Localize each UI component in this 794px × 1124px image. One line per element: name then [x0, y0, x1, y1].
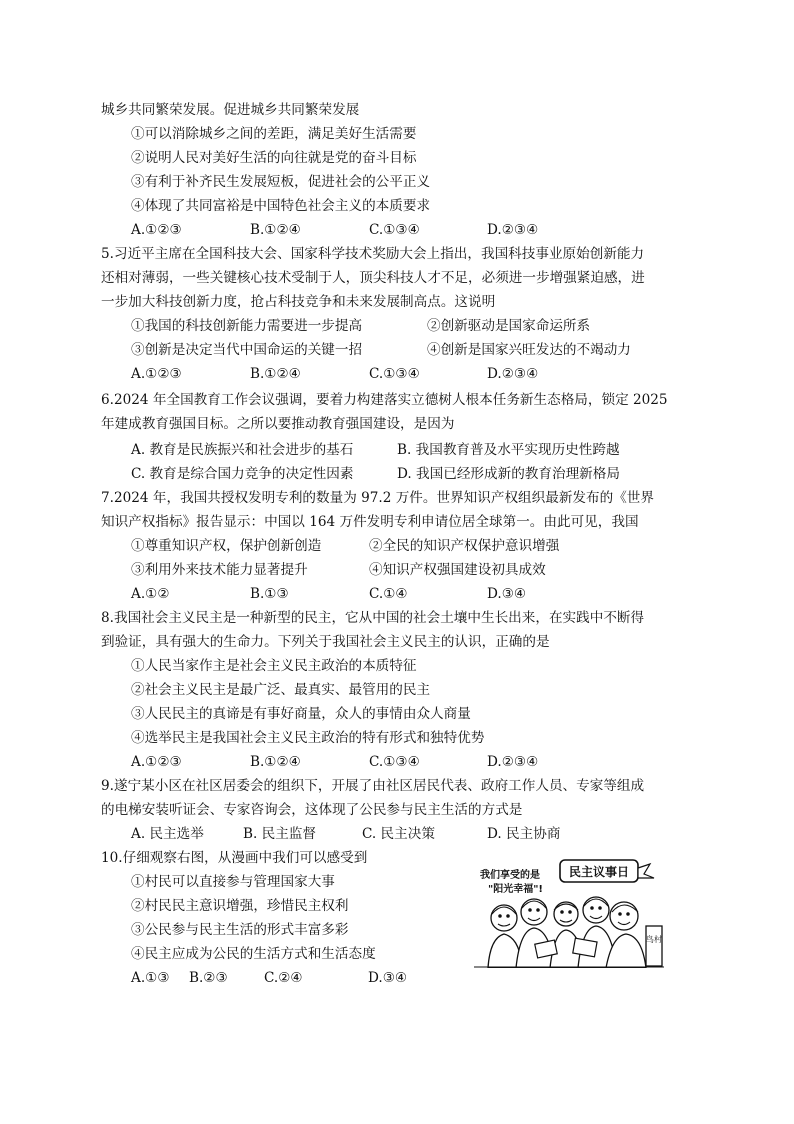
q8-choice-d: D.②③④ — [487, 754, 539, 770]
q4-stem: 城乡共同繁荣发展。促进城乡共同繁荣发展 — [101, 102, 360, 118]
q9-choice-d: D. 民主协商 — [487, 826, 561, 842]
q10-statement-3: ③公民参与民主生活的形式丰富多彩 — [131, 922, 349, 938]
q5-choice-b: B.①②④ — [250, 366, 301, 382]
q7-statement-3: ③利用外来技术能力显著提升 — [131, 562, 308, 578]
q4-statement-1: ①可以消除城乡之间的差距，满足美好生活需要 — [131, 126, 417, 142]
q8-stem-line-2: 到验证，具有强大的生命力。下列关于我国社会主义民主的认识，正确的是 — [101, 634, 550, 650]
q8-choice-c: C.①③④ — [369, 754, 420, 770]
q6-choice-d: D. 我国已经形成新的教育治理新格局 — [397, 466, 620, 482]
q9-choice-a: A. 民主选举 — [131, 826, 204, 842]
q5-statement-1: ①我国的科技创新能力需要进一步提高 — [131, 318, 363, 334]
q9-choice-c: C. 民主决策 — [362, 826, 435, 842]
q5-stem-line-3: 一步加大科技创新力度，抢占科技竞争和未来发展制高点。这说明 — [101, 294, 496, 310]
q7-statement-2: ②全民的知识产权保护意识增强 — [369, 538, 560, 554]
comic-crowd — [488, 897, 646, 968]
q8-statement-1: ①人民当家作主是社会主义民主政治的本质特征 — [131, 658, 417, 674]
comic-caption-line-1: 我们享受的是 — [480, 870, 540, 881]
q5-stem-line-1: 5.习近平主席在全国科技大会、国家科学技术奖励大会上指出，我国科技事业原始创新能力 — [101, 246, 645, 262]
comic-caption-line-2: "阳光幸福"! — [488, 884, 543, 895]
q9-choice-b: B. 民主监督 — [243, 826, 317, 842]
q6-stem-line-1: 6.2024 年全国教育工作会议强调，要着力构建落实立德树人根本任务新生态格局，锁定 2025 — [101, 392, 668, 408]
q8-choice-b: B.①②④ — [250, 754, 301, 770]
q4-statement-2: ②说明人民对美好生活的向往就是党的奋斗目标 — [131, 150, 417, 166]
q7-choice-a: A.①② — [131, 586, 170, 602]
q5-choice-a: A.①②③ — [131, 366, 182, 382]
q6-choice-b: B. 我国教育普及水平实现历史性跨越 — [397, 442, 620, 458]
q6-stem-line-2: 年建成教育强国目标。之所以要推动教育强国建设，是因为 — [101, 416, 455, 432]
comic-banner-text: 民主议事日 — [568, 865, 630, 879]
q7-statement-4: ④知识产权强国建设初具成效 — [369, 562, 546, 578]
q7-stem-line-1: 7.2024 年，我国共授权发明专利的数量为 97.2 万件。世界知识产权组织最新发布的《世界 — [101, 490, 654, 506]
q10-statement-1: ①村民可以直接参与管理国家大事 — [131, 874, 335, 890]
comic-sign-board — [646, 926, 662, 966]
q4-choice-c: C.①③④ — [369, 222, 420, 238]
q4-choice-a: A.①②③ — [131, 222, 182, 238]
q8-stem-line-1: 8.我国社会主义民主是一种新型的民主，它从中国的社会土壤中生长出来，在实践中不断得 — [101, 610, 645, 626]
q5-stem-line-2: 还相对薄弱，一些关键核心技术受制于人，顶尖科技人才不足，必须进一步增强紧迫感，进 — [101, 270, 645, 286]
q10-statement-4: ④民主应成为公民的生活方式和生活态度 — [131, 946, 376, 962]
q10-choice-d: D.③④ — [368, 970, 408, 986]
q8-statement-2: ②社会主义民主是最广泛、最真实、最管用的民主 — [131, 682, 431, 698]
q8-statement-3: ③人民民主的真谛是有事好商量，众人的事情由众人商量 — [131, 706, 471, 722]
q7-stem-line-2: 知识产权指标》报告显示：中国以 164 万件发明专利申请位居全球第一。由此可见，我国 — [101, 514, 639, 530]
q8-choice-a: A.①②③ — [131, 754, 182, 770]
q5-statement-2: ②创新驱动是国家命运所系 — [427, 318, 591, 334]
q7-choice-d: D.③④ — [487, 586, 527, 602]
q10-stem: 10.仔细观察右图，从漫画中我们可以感受到 — [101, 850, 368, 866]
q4-statement-4: ④体现了共同富裕是中国特色社会主义的本质要求 — [131, 198, 431, 214]
comic-banner-flag — [638, 864, 654, 878]
q4-statement-3: ③有利于补齐民生发展短板，促进社会的公平正义 — [131, 174, 431, 190]
q10-statement-2: ②村民民主意识增强，珍惜民主权利 — [131, 898, 349, 914]
democracy-comic-illustration — [474, 856, 664, 968]
q4-choice-b: B.①②④ — [250, 222, 301, 238]
q6-choice-c: C. 教育是综合国力竞争的决定性因素 — [131, 466, 354, 482]
q7-statement-1: ①尊重知识产权，保护创新创造 — [131, 538, 322, 554]
q10-choice-c: C.②④ — [264, 970, 303, 986]
q5-choice-c: C.①③④ — [369, 366, 420, 382]
q6-choice-a: A. 教育是民族振兴和社会进步的基石 — [131, 442, 354, 458]
comic-sign-text: 鸟村 — [646, 935, 662, 944]
q7-choice-b: B.①③ — [250, 586, 289, 602]
q5-statement-4: ④创新是国家兴旺发达的不竭动力 — [427, 342, 631, 358]
q10-choice-a: A.①③ — [131, 970, 170, 986]
q7-choice-c: C.①④ — [369, 586, 408, 602]
q4-choice-d: D.②③④ — [487, 222, 539, 238]
q5-choice-d: D.②③④ — [487, 366, 539, 382]
q9-stem-line-1: 9.遂宁某小区在社区居委会的组织下，开展了由社区居民代表、政府工作人员、专家等组成 — [101, 778, 645, 794]
q10-choice-b: B.②③ — [189, 970, 228, 986]
q9-stem-line-2: 的电梯安装听证会、专家咨询会，这体现了公民参与民主生活的方式是 — [101, 802, 523, 818]
q5-statement-3: ③创新是决定当代中国命运的关键一招 — [131, 342, 363, 358]
q8-statement-4: ④选举民主是我国社会主义民主政治的特有形式和独特优势 — [131, 730, 485, 746]
